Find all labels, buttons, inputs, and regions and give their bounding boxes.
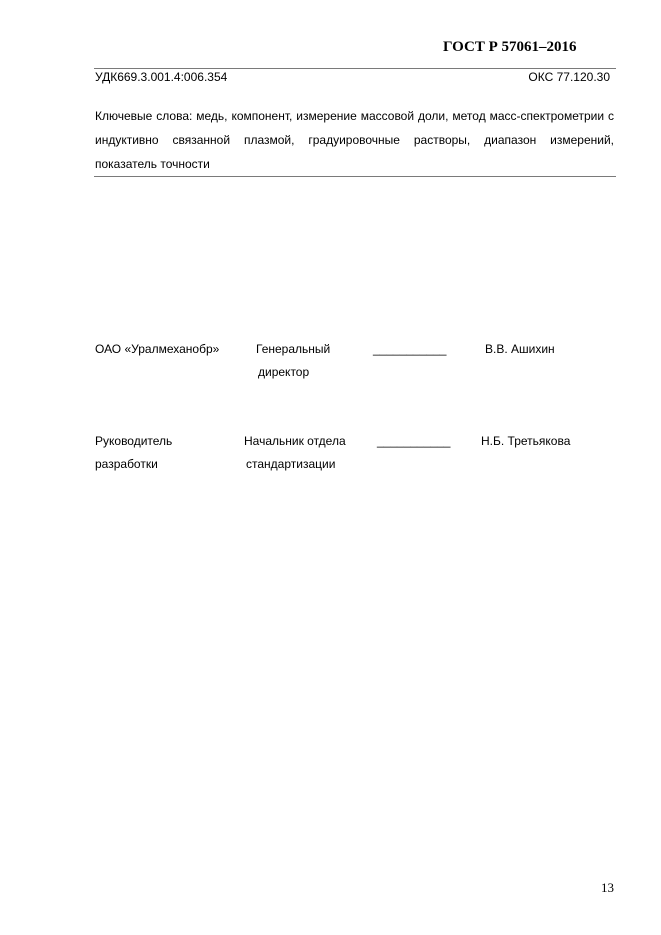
page-number: 13 bbox=[601, 880, 614, 895]
position-line-2: директор bbox=[258, 365, 310, 379]
header-divider bbox=[94, 68, 616, 69]
oks-code: ОКС 77.120.30 bbox=[528, 70, 610, 84]
udk-code: УДК669.3.001.4:006.354 bbox=[95, 70, 228, 84]
role-line-1: Руководитель bbox=[95, 434, 173, 448]
keywords-divider bbox=[94, 176, 616, 177]
position-line-1: Начальник отдела bbox=[244, 434, 346, 448]
organization-name: ОАО «Уралмеханобр» bbox=[95, 342, 220, 356]
signature-line: ___________ bbox=[377, 434, 451, 448]
position-line-1: Генеральный bbox=[256, 342, 331, 356]
signer-name: В.В. Ашихин bbox=[485, 342, 555, 356]
keywords-paragraph: Ключевые слова: медь, компонент, измерение массовой доли, метод масс-спектрометрии с индуктивно связанной плазмой, градуировочные растворы, диапазон измерений, показатель точности bbox=[95, 109, 614, 171]
position-line-2: стандартизации bbox=[246, 457, 336, 471]
document-code: ГОСТ Р 57061–2016 bbox=[443, 39, 577, 55]
signer-name: Н.Б. Третьякова bbox=[481, 434, 571, 448]
role-line-2: разработки bbox=[95, 457, 158, 471]
signature-line: ___________ bbox=[373, 342, 447, 356]
